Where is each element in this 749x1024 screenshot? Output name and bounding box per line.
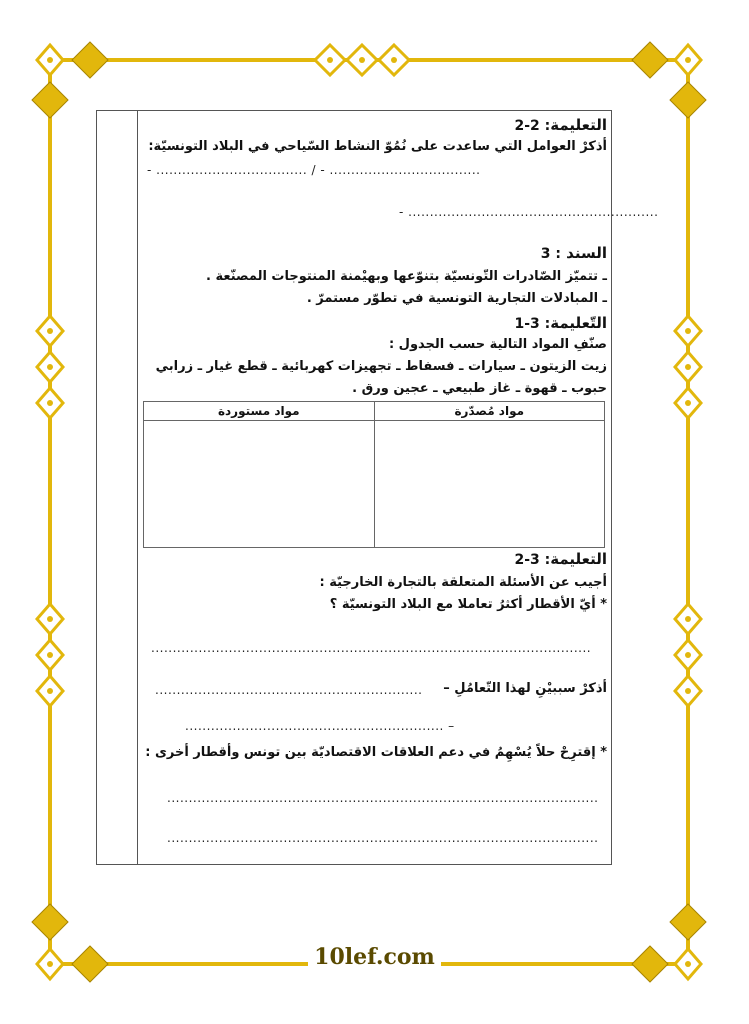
question-2: أذكرْ سببيْنِ لهذا التّعامُلِ – [443, 681, 607, 696]
worksheet-content [143, 111, 659, 864]
document-3-point: ـ تتميّز الصّادرات التّونسيّة بتنوّعها وبهيْمنة المنتوجات المصنّعة . [206, 269, 607, 284]
question-3: * إقترِحْ حلاً يُسْهِمُ في دعم العلاقات الاقتصاديّة بين تونس وأقطار أخرى : [145, 745, 607, 760]
imported-cell[interactable] [144, 421, 375, 548]
section-title: التّعليمة [550, 314, 607, 332]
items-list: زيت الزيتون ـ سيارات ـ فسفاط ـ تجهيزات كهربائية ـ قطع غيار ـ زرابي [155, 359, 607, 374]
section-3-1-heading [514, 315, 607, 332]
column-header-exported: مواد مُصدّرة [374, 402, 605, 421]
answer-line[interactable]: ............................................................ – [185, 719, 455, 733]
exported-cell[interactable] [374, 421, 605, 548]
worksheet [96, 110, 659, 865]
section-title: التعليمة [550, 550, 607, 568]
grading-margin [137, 111, 138, 864]
diamond-ornament [32, 82, 68, 118]
section-2-2-question: أذكرْ العوامل التي ساعدت على نُمُوّ النشاط السّياحي في البلاد التونسيّة: [148, 139, 607, 154]
diamond-ornament [32, 904, 68, 940]
section-number: 3 : [540, 246, 561, 262]
answer-line[interactable]: .............................................................. [155, 683, 423, 697]
section-title: التعليمة [550, 116, 607, 134]
answer-line[interactable]: - ................................... / - ................................... [147, 163, 481, 177]
answer-line[interactable]: ...................................................................................................... [151, 641, 592, 655]
diamond-ornament [670, 904, 706, 940]
diamond-ornament [670, 82, 706, 118]
column-header-imported: مواد مستوردة [144, 402, 375, 421]
site-watermark [0, 944, 749, 970]
section-number: 2-3 : [514, 552, 551, 568]
diamond-ornament [72, 42, 108, 78]
items-list: حبوب ـ قهوة ـ غاز طبيعي ـ عجين ورق . [352, 381, 607, 396]
section-2-2-heading [514, 117, 607, 134]
section-3-2-instruction: أجيب عن الأسئلة المتعلقة بالتجارة الخارجيّة : [319, 575, 607, 590]
section-number: 1-3 : [514, 316, 551, 332]
answer-line[interactable]: .................................................................................................... [167, 831, 599, 845]
site-name: 10lef.com [308, 944, 441, 970]
answer-line[interactable]: - .......................................................... [399, 205, 659, 219]
section-title: السند [566, 244, 607, 262]
answer-line[interactable]: .................................................................................................... [167, 791, 599, 805]
diamond-ornament [632, 42, 668, 78]
question-1: * أيّ الأقطار أكثرُ تعاملا مع البلاد التونسيّة ؟ [329, 597, 607, 612]
document-3-heading [541, 245, 607, 262]
document-3-point: ـ المبادلات التجارية التونسية في تطوّر مستمرّ . [306, 291, 607, 306]
section-number: 2-2 : [514, 118, 551, 134]
section-3-1-instruction: صنّفِ المواد التالية حسب الجدول : [388, 337, 607, 352]
classification-table [143, 401, 605, 548]
section-3-2-heading [514, 551, 607, 568]
